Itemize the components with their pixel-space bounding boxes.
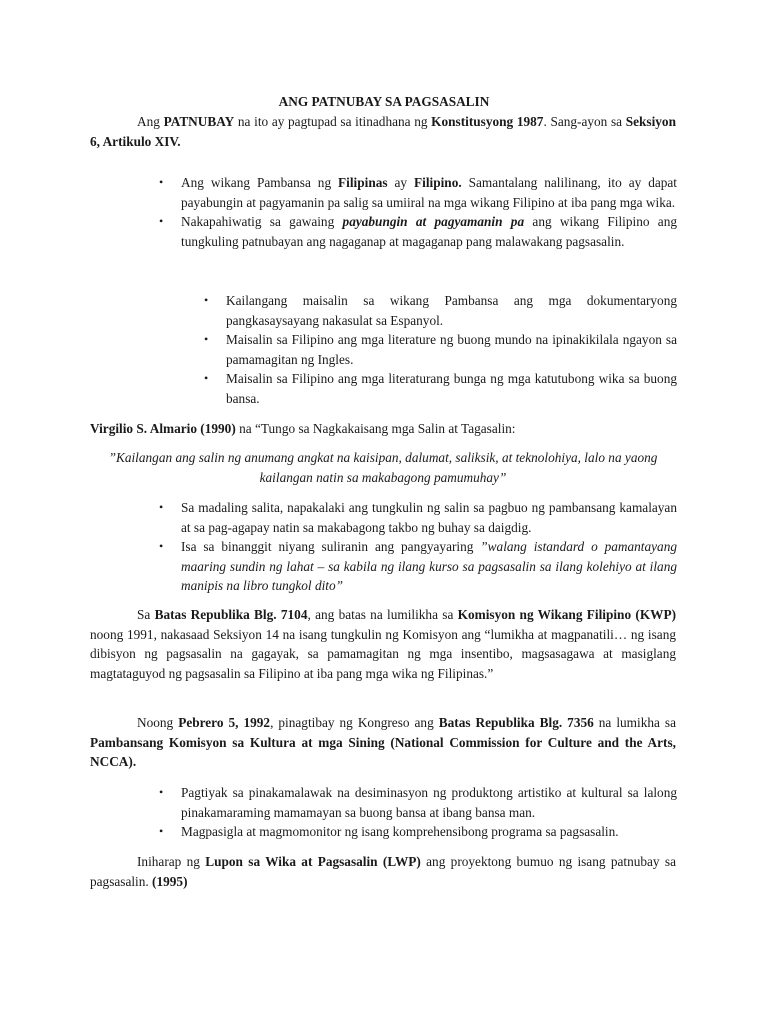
bullet-icon: •: [159, 500, 164, 514]
para-bold: Batas Republika Blg. 7356: [438, 715, 594, 730]
intro-bold-patnubay: PATNUBAY: [163, 114, 235, 129]
intro-bold-seksiyon: Seksiyon 6, Artikulo XIV.: [90, 114, 676, 149]
para-text: ang proyektong bumuo ng isang patnubay sa pagsasalin.: [90, 854, 676, 889]
para-bold: Pebrero 5, 1992: [178, 715, 271, 730]
list-text: Nakapahiwatig sa gawaing: [181, 214, 343, 229]
list-item: [159, 822, 677, 842]
list-item: [159, 537, 678, 596]
bullet-list-3: [159, 498, 678, 596]
list-item: [204, 291, 677, 330]
bullet-icon: •: [159, 785, 164, 799]
para-text: na lumikha sa: [593, 715, 676, 730]
list-bold: Filipino.: [414, 175, 462, 190]
para-bold: Lupon sa Wika at Pagsasalin (LWP): [205, 854, 421, 869]
intro-text-1: Ang: [137, 114, 164, 129]
intro-text-3: . Sang-ayon sa: [543, 114, 626, 129]
bullet-icon: •: [159, 539, 164, 553]
list-text: Isa sa binanggit niyang suliranin ang pangyayaring: [181, 539, 481, 554]
list-text: Ang wikang Pambansa ng: [181, 175, 339, 190]
list-text: Kailangang maisalin sa wikang Pambansa ang mga dokumentaryong pangkasaysayang nakasulat sa Espanyol.: [226, 293, 677, 328]
list-text: ay: [387, 175, 415, 190]
batas-7104-paragraph: [90, 605, 676, 683]
para-text: , ang batas na lumilikha sa: [307, 607, 458, 622]
lwp-paragraph: [90, 852, 676, 891]
bullet-icon: •: [204, 293, 209, 307]
intro-bold-konstitusyon: Konstitusyong 1987: [431, 114, 544, 129]
almario-bold: Virgilio S. Almario (1990): [90, 421, 236, 436]
intro-text-2: na ito ay pagtupad sa itinadhana ng: [234, 114, 432, 129]
list-item: [159, 498, 677, 537]
list-item: [159, 212, 677, 251]
list-item: [159, 783, 677, 822]
bullet-list-4: [159, 783, 677, 842]
para-text: Noong: [137, 715, 179, 730]
bullet-icon: •: [159, 214, 164, 228]
list-text: ang wikang Filipino ang tungkuling patnubayan ang nagaganap at magaganap pang malawakang pagsasalin.: [181, 214, 677, 249]
para-bold: (1995): [152, 873, 188, 889]
list-text: Maisalin sa Filipino ang mga literaturang bunga ng mga katutubong wika sa buong bansa.: [226, 371, 677, 406]
list-bold-italic: payabungin at pagyamanin pa: [342, 214, 525, 229]
batas-7356-paragraph: [90, 713, 676, 772]
list-text: Sa madaling salita, napakalaki ang tungkulin ng salin sa pagbuo ng pambansang kamalayan at sa pag-agapay natin sa makabagong takbo ng buhay sa daigdig.: [181, 500, 677, 535]
para-text: Sa: [137, 607, 155, 622]
para-bold: Komisyon ng Wikang Filipino (KWP): [457, 607, 677, 622]
para-bold: Batas Republika Blg. 7104: [154, 607, 308, 622]
list-item: [204, 330, 677, 369]
list-text: Magpasigla at magmomonitor ng isang komprehensibong programa sa pagsasalin.: [181, 824, 619, 839]
almario-paragraph: [90, 419, 676, 439]
bullet-icon: •: [204, 332, 209, 346]
para-text: , pinagtibay ng Kongreso ang: [270, 715, 439, 730]
document-title: ANG PATNUBAY SA PAGSASALIN: [278, 94, 490, 109]
list-text: Samantalang nalilinang, ito ay dapat payabungin at pagyamanin pa salig sa umiiral na mga wikang Filipino at iba pang mga wika.: [181, 175, 677, 210]
list-text: Pagtiyak sa pinakamalawak na desiminasyon ng produktong artistiko at kultural sa lalong pinakamaraming mamamayan sa buong bansa at ibang bansa man.: [181, 785, 677, 820]
bullet-icon: •: [159, 175, 164, 189]
bullet-icon: •: [204, 371, 209, 385]
intro-paragraph: [90, 112, 676, 151]
almario-text: na “Tungo sa Nagkakaisang mga Salin at Tagasalin:: [235, 421, 516, 436]
list-italic: ”walang istandard o pamantayang maaring sundin ng lahat – sa kabila ng ilang kurso sa pagsasalin sa ilang kolehiyo at ilang manipis na libro tungkol dito”: [181, 539, 678, 593]
bullet-icon: •: [159, 824, 164, 838]
bullet-list-2: [204, 291, 677, 408]
list-text: Maisalin sa Filipino ang mga literature ng buong mundo na ipinakikilala ngayon sa pamamagitan ng Ingles.: [226, 332, 677, 367]
list-item: [159, 173, 677, 212]
para-bold: Pambansang Komisyon sa Kultura at mga Sining (National Commission for Culture and the Arts, NCCA).: [90, 734, 676, 769]
list-bold: Filipinas: [338, 175, 388, 190]
almario-quote: ”Kailangan ang salin ng anumang angkat na kaisipan, dalumat, saliksik, at teknolohiya, lalo na yaong kailangan natin sa makabagong pamumuhay”: [108, 450, 658, 485]
list-item: [204, 369, 677, 408]
para-text: noong 1991, nakasaad Seksiyon 14 na isang tungkulin ng Komisyon ang “lumikha at magpanatili… ng isang dibisyon ng pagsasalin na gagayak, sa pamamagitan ng mga insentibo, magsasagawa at masiglang magtataguyod ng pagsasalin sa Filipino at iba pang mga wika ng Filipinas.”: [90, 626, 676, 681]
bullet-list-1: [159, 173, 677, 251]
para-text: Iniharap ng: [137, 854, 206, 869]
